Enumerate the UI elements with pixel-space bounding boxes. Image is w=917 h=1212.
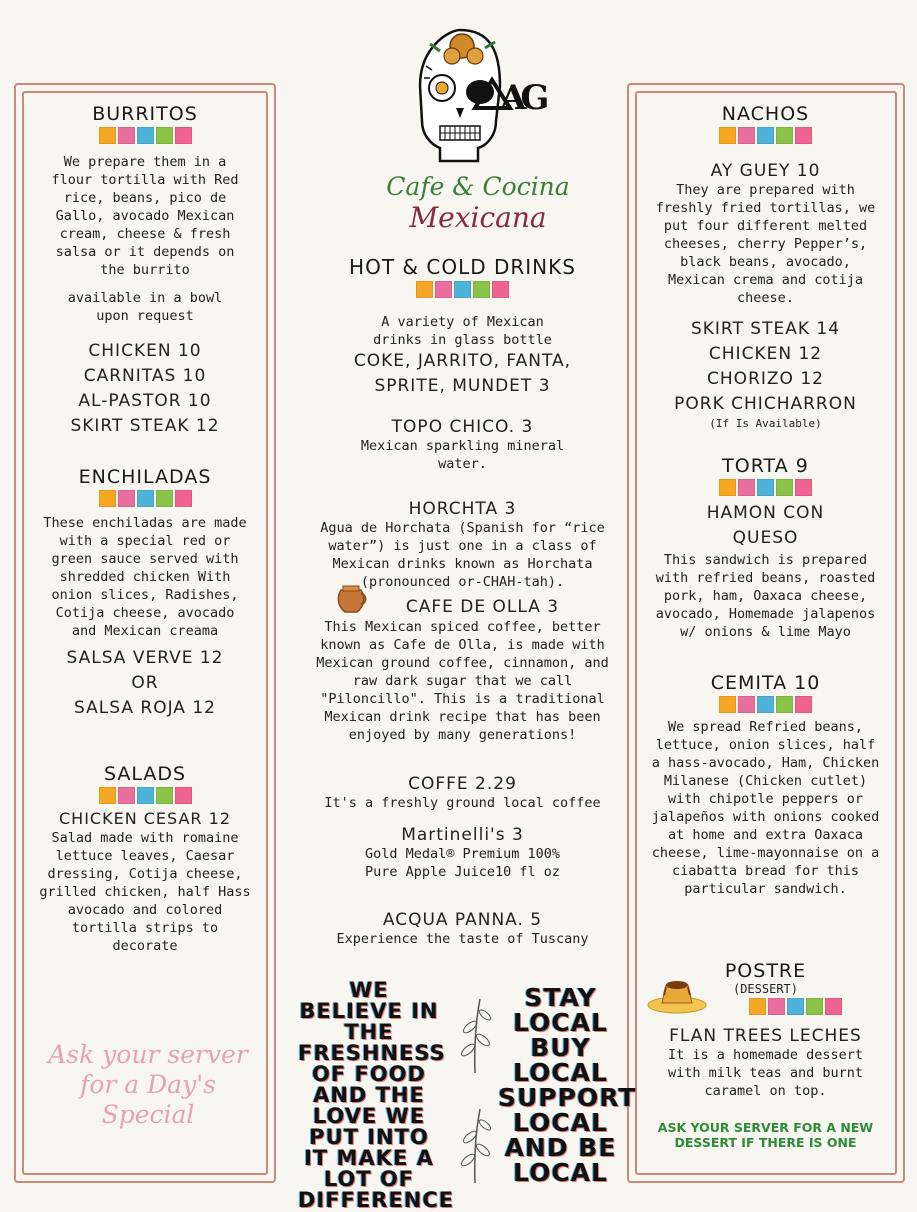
martinelli-title: Martinelli's 3 bbox=[401, 825, 524, 845]
nachos-item: CHORIZO 12 bbox=[707, 369, 824, 389]
torta-title: TORTA 9 bbox=[722, 455, 809, 477]
martinelli-section bbox=[300, 825, 625, 881]
drinks-title: HOT & COLD DRINKS bbox=[349, 255, 576, 279]
freshness-slogan: WE BELIEVE IN THE FRESHNESS OF FOOD AND THE LOVE WE PUT INTO IT MAKE A LOT OF DIFFERENCE bbox=[298, 978, 455, 1212]
salads-section bbox=[38, 763, 252, 955]
martinelli-desc: Gold Medal® Premium 100% Pure Apple Juice10 fl oz bbox=[364, 846, 561, 880]
coffee-title: COFFE 2.29 bbox=[408, 774, 517, 794]
tagline-green: Cafe & Cocina bbox=[386, 172, 570, 201]
torta-desc: This sandwich is prepared with refried beans, roasted pork, ham, Oaxaca cheese, avocado, Homemade jalapenos w/ onions & lime Mayo bbox=[655, 552, 876, 640]
tagline bbox=[328, 172, 628, 234]
postre-title: POSTRE bbox=[724, 960, 807, 982]
cafe-de-olla-desc: This Mexican spiced coffee, better known as Cafe de Olla, is made with Mexican ground coffee, cinnamon, and raw dark sugar that we call "Piloncillo". This is a traditional Mexican drink recipe that has been enjoyed by many generations! bbox=[316, 619, 609, 743]
torta-item: HAMON CON QUESO bbox=[706, 503, 825, 548]
burritos-section bbox=[40, 103, 250, 439]
burritos-item: AL-PASTOR 10 bbox=[78, 391, 212, 411]
sodas-item: COKE, JARRITO, FANTA, SPRITE, MUNDET 3 bbox=[353, 351, 572, 396]
nachos-item: PORK CHICHARRON bbox=[674, 394, 857, 414]
horchata-title: HORCHTA 3 bbox=[408, 499, 517, 519]
coffee-desc: It's a freshly ground local coffee bbox=[324, 795, 601, 811]
enchiladas-or: OR bbox=[131, 673, 159, 693]
papel-picado-decoration bbox=[300, 281, 625, 299]
postre-section bbox=[648, 960, 883, 1150]
torta-section bbox=[648, 455, 883, 641]
enchiladas-description: These enchiladas are made with a special red or green sauce served with shredded chicken With onion slices, Radishes, Cotija cheese, avocado and Mexican creama bbox=[43, 515, 247, 639]
logo-monogram: AG bbox=[500, 78, 544, 118]
acqua-panna-section bbox=[300, 910, 625, 948]
papel-picado-decoration bbox=[648, 998, 883, 1016]
new-dessert-promo: ASK YOUR SERVER FOR A NEW DESSERT IF THERE IS ONE bbox=[657, 1120, 874, 1150]
enchiladas-item: SALSA VERVE 12 bbox=[66, 648, 224, 668]
burritos-item: CHICKEN 10 bbox=[88, 341, 202, 361]
logo bbox=[400, 26, 560, 176]
nachos-section bbox=[648, 103, 883, 431]
papel-picado-decoration bbox=[38, 787, 252, 805]
papel-picado-decoration bbox=[40, 127, 250, 145]
nachos-item: CHICKEN 12 bbox=[708, 344, 823, 364]
enchiladas-title: ENCHILADAS bbox=[78, 466, 212, 488]
ay-guey-title: AY GUEY 10 bbox=[710, 161, 821, 181]
tagline-maroon: Mexicana bbox=[409, 201, 547, 234]
enchiladas-item: SALSA ROJA 12 bbox=[74, 698, 216, 718]
papel-picado-decoration bbox=[648, 479, 883, 497]
postre-item: FLAN TREES LECHES bbox=[669, 1026, 862, 1046]
nachos-item: SKIRT STEAK 14 bbox=[690, 319, 841, 339]
burritos-item: SKIRT STEAK 12 bbox=[70, 416, 220, 436]
cafe-de-olla-title: CAFE DE OLLA 3 bbox=[405, 597, 560, 617]
papel-picado-decoration bbox=[648, 696, 883, 714]
topo-chico-title: TOPO CHICO. 3 bbox=[391, 417, 534, 437]
coffee-section bbox=[300, 774, 625, 812]
horchata-desc: Agua de Horchata (Spanish for “rice water”) is just one in a class of Mexican drinks known as Horchata (pronounced or-CHAH-tah). bbox=[320, 520, 605, 590]
burritos-bowl-note: available in a bowl upon request bbox=[67, 290, 223, 324]
postre-subtitle: (DESSERT) bbox=[732, 982, 799, 996]
burritos-item: CARNITAS 10 bbox=[83, 366, 207, 386]
topo-chico-desc: Mexican sparkling mineral water. bbox=[360, 438, 565, 472]
drinks-intro: A variety of Mexican drinks in glass bottle bbox=[373, 314, 552, 348]
cafe-de-olla-section bbox=[300, 596, 625, 744]
leaf-branch-icon bbox=[450, 995, 500, 1079]
salads-title: SALADS bbox=[103, 763, 187, 785]
drinks-section bbox=[300, 255, 625, 591]
stay-local-slogan: STAY LOCAL BUY LOCAL SUPPORT LOCAL AND BE LOCAL bbox=[498, 983, 637, 1187]
ay-guey-desc: They are prepared with freshly fried tortillas, we put four different melted cheeses, cherry Pepper’s, black beans, avocado, Mexican crema and cotija cheese. bbox=[655, 182, 876, 306]
day-special-note: Ask your server for a Day's Special bbox=[48, 1040, 248, 1129]
burritos-description: We prepare them in a flour tortilla with Red rice, beans, pico de Gallo, avocado Mexican cream, cheese & fresh salsa or it depends on the burrito bbox=[51, 154, 239, 278]
acqua-panna-title: ACQUA PANNA. 5 bbox=[382, 910, 543, 930]
nachos-title: NACHOS bbox=[721, 103, 810, 125]
papel-picado-decoration bbox=[40, 490, 250, 508]
cemita-desc: We spread Refried beans, lettuce, onion slices, half a hass-avocado, Ham, Chicken Milanese (Chicken cutlet) with chipotle peppers or jalapeños with onions cooked at home and extra Oaxaca cheese, lime-mayonnaise on a ciabatta bread for this particular sandwich. bbox=[651, 719, 880, 897]
leaf-branch-icon bbox=[450, 1105, 500, 1189]
acqua-panna-desc: Experience the taste of Tuscany bbox=[336, 931, 589, 947]
postre-desc: It is a homemade dessert with milk teas and burnt caramel on top. bbox=[667, 1047, 864, 1099]
salads-item: CHICKEN CESAR 12 bbox=[59, 809, 231, 828]
salads-description: Salad made with romaine lettuce leaves, Caesar dressing, Cotija cheese, grilled chicken, half Hass avocado and colored tortilla strips to decorate bbox=[39, 830, 251, 954]
cemita-title: CEMITA 10 bbox=[710, 672, 821, 694]
burritos-title: BURRITOS bbox=[92, 103, 198, 125]
papel-picado-decoration bbox=[648, 127, 883, 145]
enchiladas-section bbox=[40, 466, 250, 721]
cemita-section bbox=[648, 672, 883, 898]
nachos-availability-note: (If Is Available) bbox=[709, 417, 822, 430]
